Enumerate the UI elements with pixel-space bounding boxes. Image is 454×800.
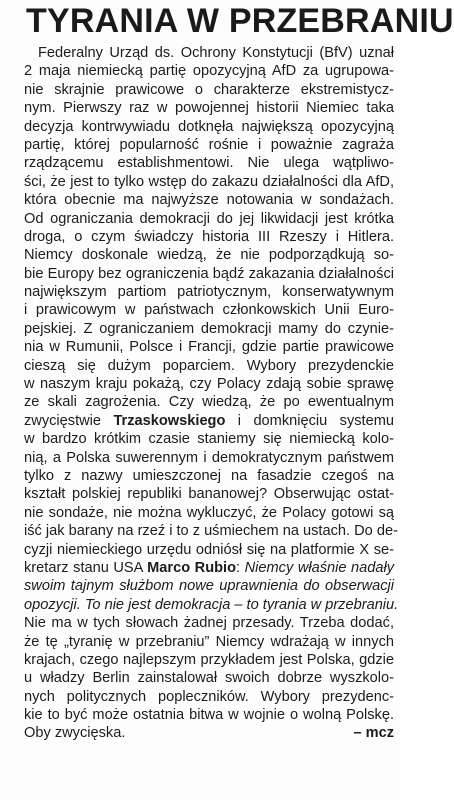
line-text: i domknięciu systemu	[225, 412, 395, 429]
line-text: krajach, czego najlepszym przykładem jest Polska, gdzie	[24, 651, 394, 668]
line-text: kie to być może ostatnia bitwa w wojnie o wolną Polskę.	[24, 707, 394, 724]
article-line	[24, 136, 394, 154]
article-line	[24, 375, 394, 393]
line-text: nią, a Polska suwerennym i demokratycznym państwem	[24, 449, 394, 466]
line-text: zwycięstwie	[24, 412, 114, 429]
article-line	[24, 633, 394, 651]
line-text: kształt polskiej republiki bananowej? Obserwując ostat-	[24, 486, 394, 503]
line-text: nym. Pierwszy raz w powojennej historii Niemiec taka	[24, 100, 394, 117]
article-body	[24, 44, 399, 743]
line-text: nie skrajnie prawicowe o charakterze ekstremistycz-	[24, 81, 394, 98]
line-text: iść jak barany na rzeź i to z uśmiechem na ustach. Do de-	[24, 523, 398, 540]
article-line	[24, 246, 394, 264]
line-text: partię, której popularność rośnie i poważnie zagraża	[24, 136, 394, 153]
article-line	[24, 99, 394, 117]
line-text: nie sondaże, nie można wykluczyć, że Polacy gotowi są	[24, 504, 394, 521]
article-line	[24, 228, 394, 246]
article-line	[24, 467, 394, 485]
article-line	[24, 118, 394, 136]
line-text: rządzącemu establishmentowi. Nie ulega wątpliwo-	[24, 155, 394, 172]
line-text: droga, o czym świadczy historia III Rzeszy i Hitlera.	[24, 228, 394, 245]
person-name: Trzaskowskiego	[113, 412, 226, 429]
line-text: :	[236, 559, 245, 576]
article-line	[24, 688, 394, 706]
article-line	[24, 706, 394, 724]
article-line	[24, 154, 394, 172]
line-text: Niemcy doskonale wiedzą, że nie podporządkują so-	[24, 247, 394, 264]
article-line	[24, 81, 394, 99]
line-text: największym partiom patriotycznym, konserwatywnym	[24, 284, 394, 301]
article-line	[24, 338, 394, 356]
line-text: Nie ma w tych słowach żadnej przesady. Trzeba dodać,	[24, 615, 394, 632]
article-line	[24, 393, 394, 411]
article-line	[24, 430, 394, 448]
article-line	[24, 724, 394, 742]
line-text: pejskiej. Z ograniczaniem demokracji mamy do czynie-	[24, 320, 394, 337]
line-text: nia w Rumunii, Polsce i Francji, gdzie partie prawicowe	[24, 339, 394, 356]
article-line	[24, 541, 394, 559]
quote-text: opozycji. To nie jest demokracja – to tyrania w przebraniu.	[24, 596, 399, 613]
line-text: w naszym kraju pokażą, czy Polacy zdają sobie sprawę	[24, 376, 394, 393]
line-text: ze skali zagrożenia. Czy wiedzą, że po ewentualnym	[24, 394, 394, 411]
line-text: decyzja kontrwywiadu dotknęła największą opozycyjną	[24, 118, 394, 135]
article-line	[24, 504, 394, 522]
line-text: cyzji niemieckiego urzędu odniósł się na platformie X se-	[24, 541, 394, 558]
line-text: bie Europy bez ograniczenia bądź zakazania działalności	[24, 265, 394, 282]
author-signature: – mcz	[353, 725, 394, 742]
line-text: że tę „tyranię w przebraniu” Niemcy wdrażają w innych	[24, 633, 394, 650]
article-line	[24, 596, 399, 614]
line-text: i prawicowym w państwach członkowskich Unii Euro-	[24, 302, 394, 319]
article-line	[24, 320, 394, 338]
line-text: tylko z nazwy umieszczonej na fasadzie czegoś na	[24, 467, 394, 484]
article-line	[24, 301, 394, 319]
person-name: Marco Rubio	[147, 559, 237, 576]
line-text: Federalny Urząd ds. Ochrony Konstytucji (BfV) uznał	[38, 45, 394, 61]
article-line	[24, 577, 394, 595]
article-line	[24, 522, 398, 540]
article-line	[24, 357, 394, 375]
article-line	[24, 559, 394, 577]
article-line	[24, 669, 394, 687]
article-line	[24, 44, 394, 62]
article-line	[24, 614, 394, 632]
article-line	[24, 265, 394, 283]
line-text: u władzy Berlin zainstalował swoich dobrze wyszkolo-	[24, 670, 394, 687]
line-text: Od ograniczania demokracji do jej likwidacji jest krótka	[24, 210, 394, 227]
article-line	[24, 651, 394, 669]
line-text: która obecnie ma najwyższe notowania w sondażach.	[24, 192, 394, 209]
line-text: cieszą się dużym poparciem. Wybory prezydenckie	[24, 357, 394, 374]
line-text: nych politycznych popleczników. Wybory prezydenc-	[24, 688, 394, 705]
line-text: Oby zwycięska.	[24, 725, 126, 742]
article-line	[24, 283, 394, 301]
quote-text: swoim tajnym służbom nowe uprawnienia do obserwacji	[24, 578, 394, 595]
article-line	[24, 412, 394, 430]
line-text: ści, że jest to tylko wstęp do zakazu działalności dla AfD,	[24, 173, 394, 190]
article-line	[24, 210, 394, 228]
article-line	[24, 191, 394, 209]
line-text: w bardzo krótkim czasie staniemy się niemiecką kolo-	[24, 431, 394, 448]
article-line	[24, 449, 394, 467]
article-line	[24, 173, 394, 191]
quote-text: Niemcy właśnie nadały	[244, 559, 395, 576]
article-line	[24, 485, 394, 503]
article-headline: TYRANIA W PRZEBRANIU	[26, 2, 454, 40]
line-text: 2 maja niemiecką partię opozycyjną AfD za ugrupowa-	[24, 63, 394, 80]
line-text: kretarz stanu USA	[24, 559, 148, 576]
article-line	[24, 62, 394, 80]
